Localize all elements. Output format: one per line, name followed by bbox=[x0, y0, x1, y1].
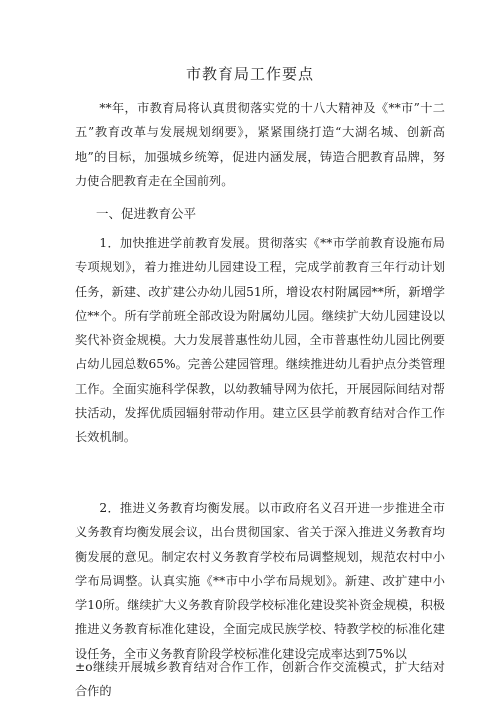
paragraph-continuation: ±o继续开展城乡教育结对合作工作，创新合作交流模式，扩大结对合作的 bbox=[75, 660, 445, 699]
paragraph-block-2 bbox=[75, 496, 445, 666]
intro-paragraph: **年，市教育局将认真贯彻落实党的十八大精神及《**市”十二五”教育改革与发展规划纲要》，紧紧围绕打造“大湖名城、创新高地”的目标，加强城乡统筹，促进内涵发展，铸造合肥教育品牌，努力使合肥教育走在全国前列。 bbox=[75, 101, 445, 188]
paragraph-compulsory: 2．推进义务教育均衡发展。以市政府名义召开进一步推进全市义务教育均衡发展会议，出台贯彻国家、省关于深入推进义务教育均衡发展的意见。制定农村义务教育学校布局调整规划，规范农村中小学布局调整。认真实施《**市中小学布局规划》。新建、改扩建中小学10所。继续扩大义务教育阶段学校标准化建设奖补资金规模，积极推进义务教育标准化建设，全面完成民族学校、特教学校的标准化建设任务，全市义务教育阶段学校标准化建设完成率达到75%以 bbox=[75, 501, 445, 661]
document-title: 市教育局工作要点 bbox=[185, 65, 314, 83]
section-heading: 一、促进教育公平 bbox=[96, 206, 197, 221]
paragraph-block-1 bbox=[75, 231, 445, 450]
paragraph-block-3 bbox=[75, 655, 445, 704]
intro-block bbox=[75, 96, 445, 193]
paragraph-preschool: 1．加快推进学前教育发展。贯彻落实《**市学前教育设施布局专项规划》，着力推进幼儿园建设工程，完成学前教育三年行动计划任务，新建、改扩建公办幼儿园51所，增设农村附属园**所，新增学位**个。所有学前班全部改设为附属幼儿园。继续扩大幼儿园建设以奖代补资金规模。大力发展普惠性幼儿园，全市普惠性幼儿园比例要占幼儿园总数65%。完善公建园管理。继续推进幼儿看护点分类管理工作。全面实施科学保教，以幼教辅导网为依托，开展园际间结对帮扶活动，发挥优质园辐射带动作用。建立区县学前教育结对合作工作长效机制。 bbox=[75, 236, 445, 445]
